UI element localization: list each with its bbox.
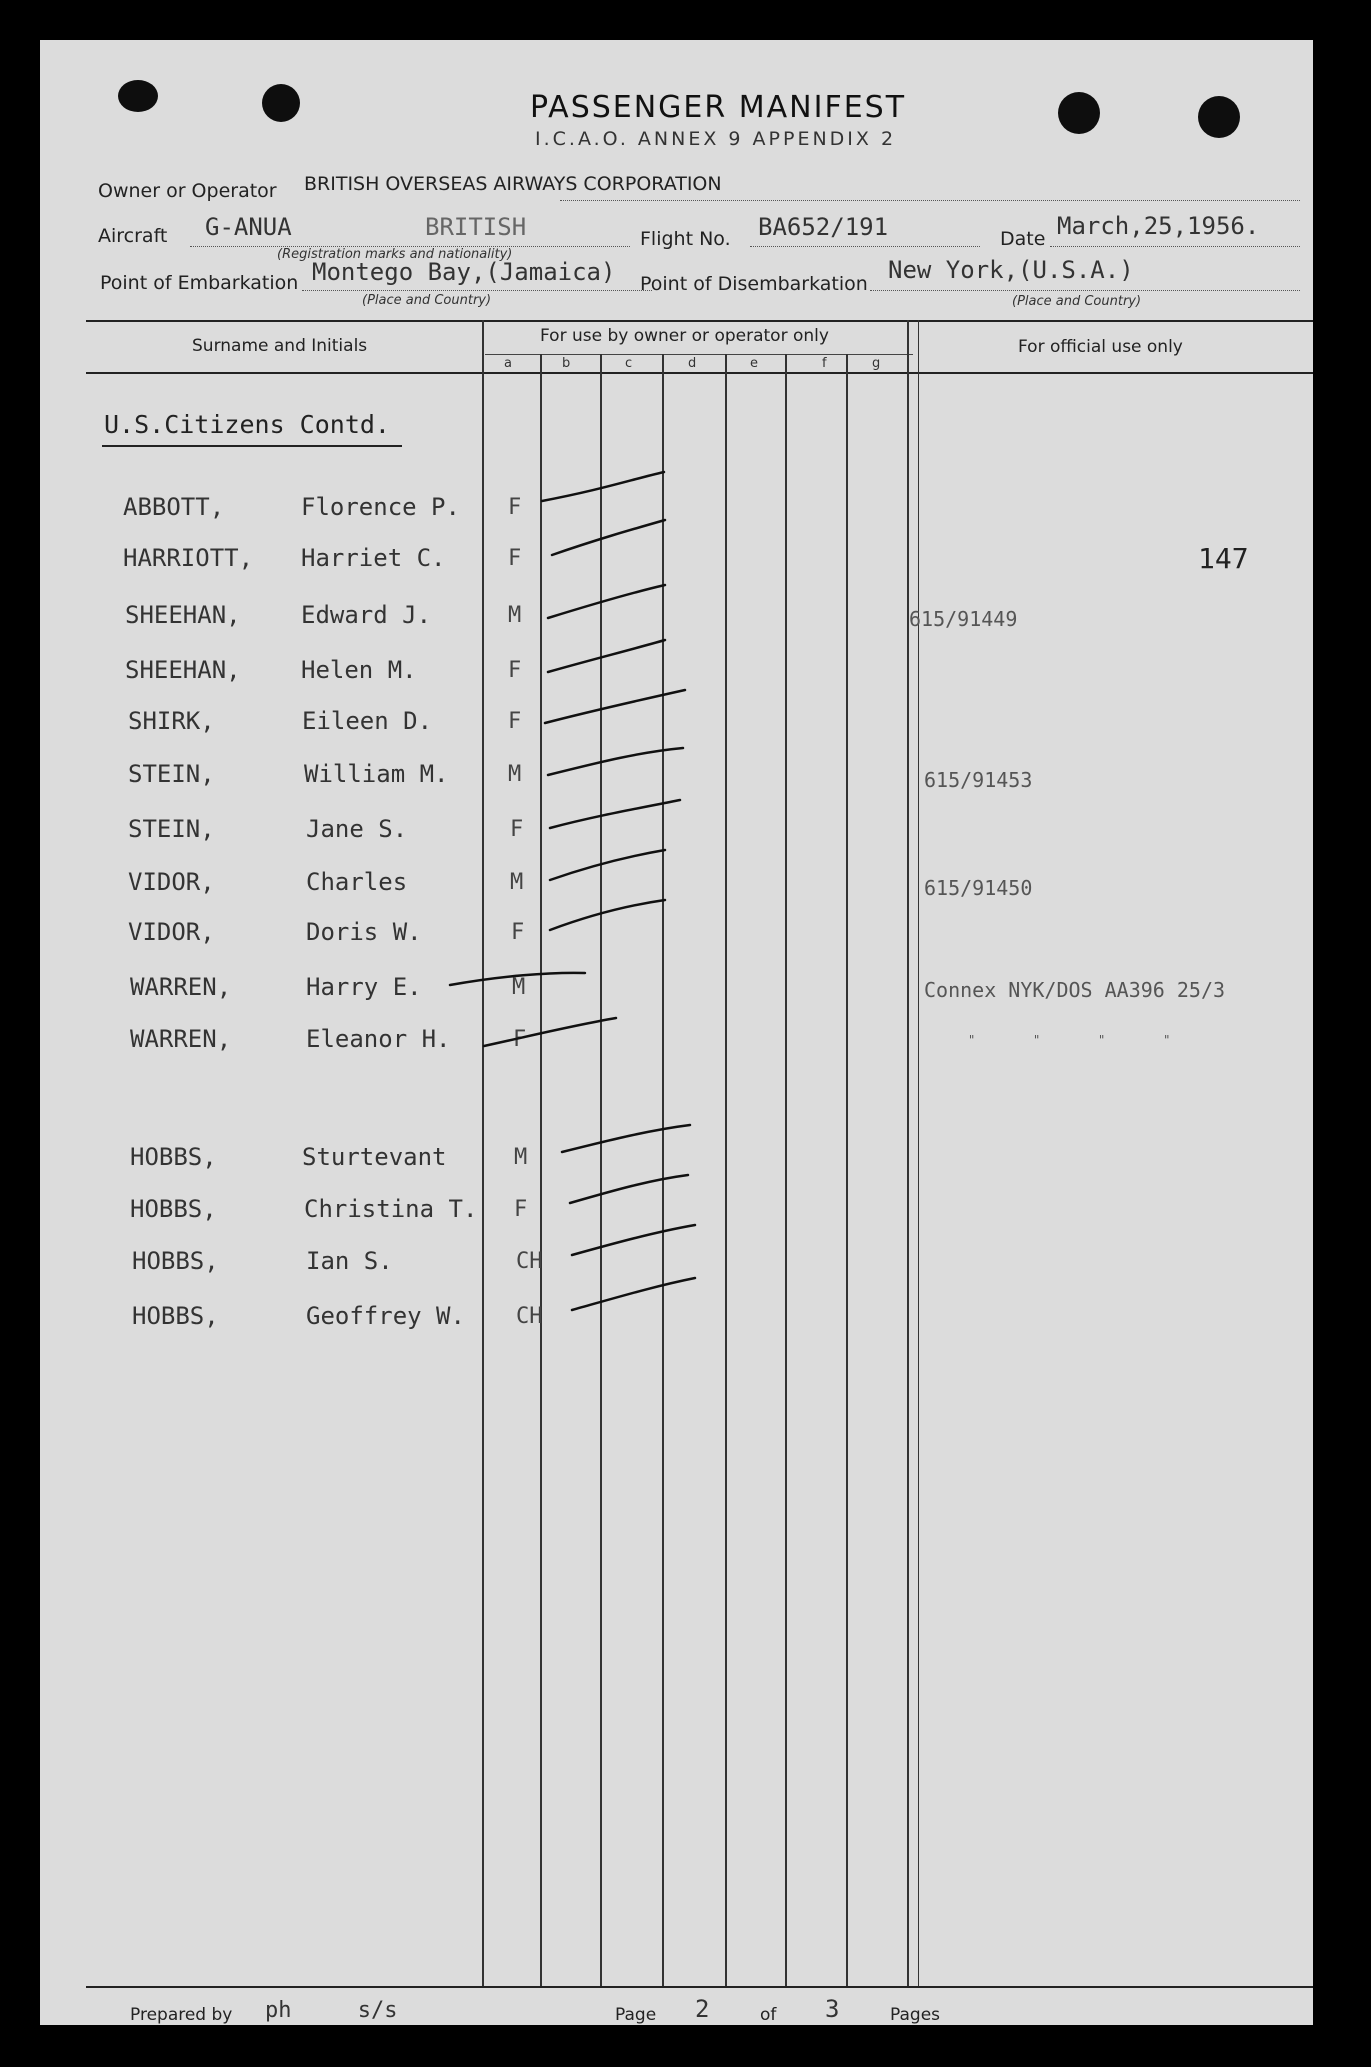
passenger-surname: VIDOR, xyxy=(128,868,215,896)
sheet-number: 147 xyxy=(1198,542,1249,575)
passenger-surname: HOBBS, xyxy=(132,1302,219,1330)
check-mark xyxy=(484,1018,616,1046)
official-entry: " " " " xyxy=(968,1033,1171,1047)
owner-label: Owner or Operator xyxy=(98,180,277,202)
passenger-surname: HOBBS, xyxy=(130,1195,217,1223)
footer-rule xyxy=(86,1986,1313,1988)
embarkation-value: Montego Bay,(Jamaica) xyxy=(312,258,616,286)
date-label: Date xyxy=(1000,228,1046,250)
passenger-sex: F xyxy=(508,658,522,683)
aircraft-note: (Registration marks and nationality) xyxy=(277,247,513,262)
passenger-sex: F xyxy=(508,709,522,734)
passenger-given-names: Charles xyxy=(306,868,408,896)
page-total-value: 3 xyxy=(825,1995,840,2023)
passenger-given-names: Sturtevant xyxy=(302,1143,447,1171)
passenger-given-names: Eleanor H. xyxy=(306,1025,451,1053)
owner-column-e: e xyxy=(750,356,758,371)
check-mark xyxy=(572,1278,695,1310)
passenger-given-names: Harriet C. xyxy=(301,544,446,572)
passenger-surname: SHEEHAN, xyxy=(125,601,241,629)
check-mark xyxy=(550,900,665,930)
owner-column-c: c xyxy=(625,356,633,371)
passenger-sex: F xyxy=(513,1027,527,1052)
passenger-given-names: Florence P. xyxy=(301,493,460,521)
prepared-by-value: ph s/s xyxy=(265,1998,398,2023)
aircraft-registration: G-ANUA xyxy=(205,213,292,241)
passenger-given-names: Eileen D. xyxy=(302,707,433,735)
passenger-sex: F xyxy=(514,1197,528,1222)
passenger-surname: SHIRK, xyxy=(128,707,215,735)
passenger-given-names: Harry E. xyxy=(306,973,422,1001)
date-value: March,25,1956. xyxy=(1057,212,1260,240)
manifest-page xyxy=(40,40,1313,2025)
check-mark xyxy=(548,640,665,672)
passenger-sex: M xyxy=(512,975,526,1000)
column-header-official: For official use only xyxy=(1018,337,1183,357)
passenger-given-names: Edward J. xyxy=(301,601,432,629)
passenger-surname: SHEEHAN, xyxy=(125,656,241,684)
official-entry: Connex NYK/DOS AA396 25/3 xyxy=(924,978,1226,1002)
owner-column-f: f xyxy=(822,356,827,371)
passenger-given-names: Ian S. xyxy=(306,1247,393,1275)
owner-column-b: b xyxy=(562,356,571,371)
passenger-surname: VIDOR, xyxy=(128,918,215,946)
passenger-sex: CH xyxy=(516,1249,543,1274)
passenger-sex: M xyxy=(514,1145,528,1170)
page-of-label: of xyxy=(760,2005,777,2025)
section-title: U.S.Citizens Contd. xyxy=(104,410,390,439)
passenger-given-names: Helen M. xyxy=(301,656,417,684)
passenger-surname: ABBOTT, xyxy=(123,493,225,521)
disembarkation-label: Point of Disembarkation xyxy=(640,273,868,295)
page-value: 2 xyxy=(695,1995,710,2023)
passenger-surname: HOBBS, xyxy=(132,1247,219,1275)
check-mark xyxy=(545,690,685,723)
column-header-owner: For use by owner or operator only xyxy=(540,326,829,346)
owner-column-g: g xyxy=(872,356,881,371)
embarkation-label: Point of Embarkation xyxy=(100,272,299,294)
passenger-given-names: Doris W. xyxy=(306,918,422,946)
check-mark xyxy=(548,748,683,775)
pages-label: Pages xyxy=(890,2005,941,2025)
check-mark xyxy=(562,1125,690,1152)
passenger-sex: F xyxy=(508,546,522,571)
official-entry: 615/91449 xyxy=(909,607,1018,631)
official-entry: 615/91453 xyxy=(924,768,1033,792)
owner-column-d: d xyxy=(688,356,697,371)
disembarkation-value: New York,(U.S.A.) xyxy=(888,256,1134,284)
column-header-name: Surname and Initials xyxy=(192,336,368,356)
passenger-sex: F xyxy=(508,495,522,520)
owner-column-a: a xyxy=(504,356,512,371)
flight-label: Flight No. xyxy=(640,228,731,250)
passenger-surname: HARRIOTT, xyxy=(123,544,254,572)
page-label: Page xyxy=(615,2005,657,2025)
page-title: PASSENGER MANIFEST xyxy=(530,90,907,125)
passenger-sex: M xyxy=(508,603,522,628)
passenger-sex: F xyxy=(511,920,525,945)
flight-number: BA652/191 xyxy=(758,213,889,241)
aircraft-nationality: BRITISH xyxy=(425,213,527,241)
passenger-given-names: Jane S. xyxy=(306,815,408,843)
passenger-sex: F xyxy=(510,817,524,842)
passenger-sex: M xyxy=(510,870,524,895)
check-mark xyxy=(548,585,665,618)
disembarkation-note: (Place and Country) xyxy=(1012,294,1142,309)
passenger-given-names: Geoffrey W. xyxy=(306,1302,465,1330)
check-mark xyxy=(450,973,585,985)
aircraft-label: Aircraft xyxy=(98,225,168,247)
check-mark xyxy=(550,850,665,880)
passenger-surname: STEIN, xyxy=(128,815,215,843)
handwritten-check-marks xyxy=(40,40,1313,2025)
check-mark xyxy=(552,520,665,555)
check-mark xyxy=(550,800,680,828)
passenger-sex: CH xyxy=(516,1304,543,1329)
official-entry: 615/91450 xyxy=(924,876,1033,900)
prepared-by-label: Prepared by xyxy=(130,2005,233,2025)
passenger-given-names: William M. xyxy=(304,760,449,788)
passenger-sex: M xyxy=(508,762,522,787)
owner-value: BRITISH OVERSEAS AIRWAYS CORPORATION xyxy=(304,173,722,195)
passenger-surname: HOBBS, xyxy=(130,1143,217,1171)
passenger-given-names: Christina T. xyxy=(304,1195,478,1223)
page-subtitle: I.C.A.O. ANNEX 9 APPENDIX 2 xyxy=(535,128,897,150)
check-mark xyxy=(542,472,664,501)
check-mark xyxy=(572,1225,695,1255)
passenger-surname: WARREN, xyxy=(130,973,232,1001)
embarkation-note: (Place and Country) xyxy=(362,293,492,308)
check-mark xyxy=(570,1175,688,1203)
passenger-surname: STEIN, xyxy=(128,760,215,788)
passenger-surname: WARREN, xyxy=(130,1025,232,1053)
